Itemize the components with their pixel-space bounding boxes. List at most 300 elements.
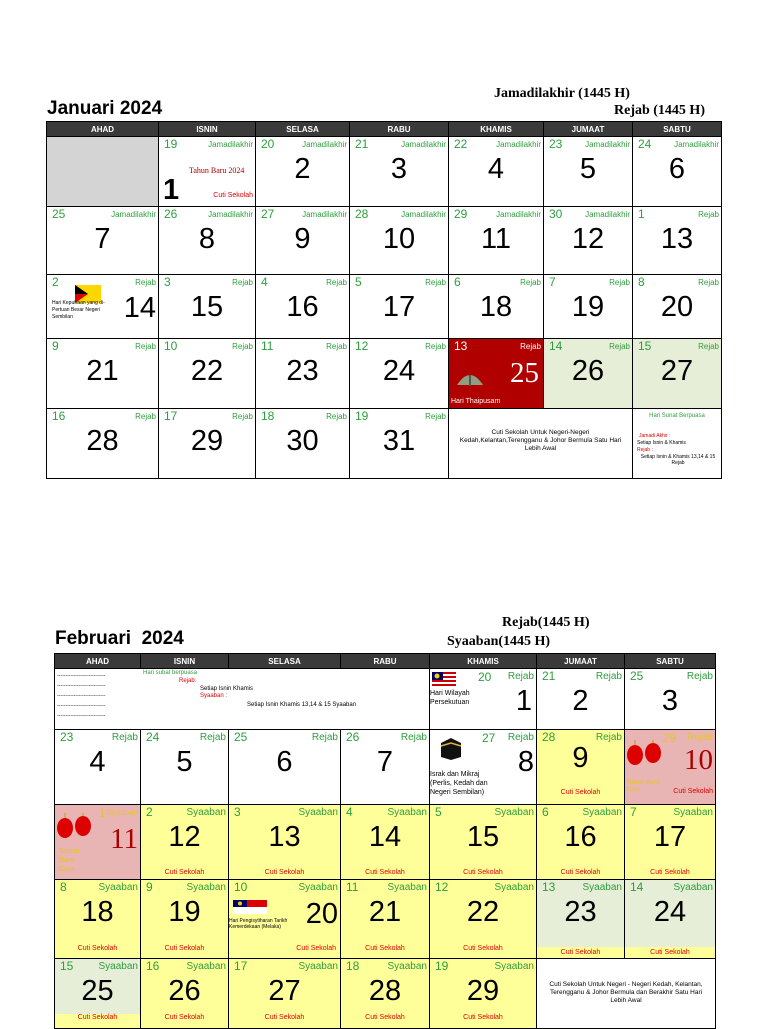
hijri-month: Jamadilakhir bbox=[674, 140, 719, 149]
hijri-day: 19 bbox=[164, 137, 178, 151]
day-cell[interactable] bbox=[141, 959, 229, 1029]
weekday: AHAD bbox=[47, 122, 159, 137]
hijri-day: 29 bbox=[663, 731, 677, 745]
school-holiday-label: Cuti Sekolah bbox=[55, 1014, 140, 1028]
hijri-day: 7 bbox=[630, 805, 637, 819]
weekday: SELASA bbox=[256, 122, 350, 137]
hijri-day: 26 bbox=[164, 207, 178, 221]
day-cell[interactable] bbox=[350, 137, 449, 207]
school-holiday-label: Cuti Sekolah bbox=[560, 789, 601, 796]
gregorian-day: 13 bbox=[660, 223, 694, 255]
hijri-day: 9 bbox=[52, 339, 59, 353]
day-cell[interactable] bbox=[159, 339, 256, 409]
hijri-month: Rejab bbox=[135, 412, 156, 421]
jan-puasa-cell bbox=[633, 409, 722, 479]
puasa-jam-text: Setiap Isnin & Khamis bbox=[637, 440, 686, 446]
hijri-day: 18 bbox=[346, 959, 360, 973]
jan-note: Cuti Sekolah Untuk Negeri-Negeri Kedah,Kelantan,Terengganu & Johor Bermula Satu Hari Lebih Awal bbox=[459, 429, 622, 452]
dash-line: ----------------------------- bbox=[57, 673, 106, 679]
hijri-month: Rejab bbox=[595, 732, 622, 743]
gregorian-day: 6 bbox=[276, 746, 293, 778]
hijri-month: Jamadilakhir bbox=[585, 140, 630, 149]
hijri-month: Rejab bbox=[135, 278, 156, 287]
malaysia-flag-icon bbox=[432, 672, 456, 686]
hijri-day: 12 bbox=[355, 339, 369, 353]
hijri-day: 16 bbox=[52, 409, 66, 423]
day-cell[interactable] bbox=[341, 730, 430, 805]
hijri-month: Rejab bbox=[425, 342, 446, 351]
hijri-month: Syaaban bbox=[582, 807, 622, 818]
gregorian-day: 1 bbox=[515, 685, 532, 717]
hijri-month: Rejab bbox=[326, 412, 347, 421]
hijri-day: 20 bbox=[478, 670, 492, 684]
hijri-month: Syaaban bbox=[387, 807, 427, 818]
day-cell-cny[interactable] bbox=[55, 805, 141, 880]
gregorian-day: 22 bbox=[466, 896, 500, 928]
gregorian-day: 12 bbox=[168, 821, 201, 853]
hijri-month: Rejab bbox=[425, 412, 446, 421]
day-cell[interactable] bbox=[47, 275, 159, 339]
lantern-icon bbox=[55, 813, 95, 843]
hijri-month: Rejab bbox=[326, 278, 347, 287]
day-cell-cny[interactable] bbox=[625, 730, 716, 805]
holiday-label: Hari Wilayah Persekutuan bbox=[430, 690, 470, 706]
day-cell[interactable] bbox=[625, 805, 716, 880]
hijri-month: Rejab bbox=[199, 732, 226, 743]
puasa-rej-label: Rejab : bbox=[637, 447, 653, 453]
hijri-day: 27 bbox=[482, 731, 496, 745]
jan-hijri-2: Rejab (1445 H) bbox=[614, 103, 705, 118]
day-cell[interactable] bbox=[350, 207, 449, 275]
day-cell[interactable] bbox=[633, 275, 722, 339]
hijri-month: Jamadilakhir bbox=[585, 210, 630, 219]
hijri-day: 1 bbox=[99, 806, 106, 820]
hijri-day: 1 bbox=[638, 207, 645, 221]
day-cell-thaipusam[interactable] bbox=[449, 339, 544, 409]
day-cell[interactable] bbox=[159, 207, 256, 275]
hijri-day: 7 bbox=[549, 275, 556, 289]
weekday: AHAD bbox=[55, 654, 141, 669]
holiday-label: Tahun Baru Cina bbox=[627, 780, 660, 793]
hijri-day: 3 bbox=[164, 275, 171, 289]
gregorian-day: 26 bbox=[571, 355, 605, 387]
day-cell[interactable] bbox=[341, 959, 430, 1029]
gregorian-day: 1 bbox=[163, 174, 180, 206]
weekday: JUMAAT bbox=[537, 654, 625, 669]
gregorian-day: 2 bbox=[572, 685, 589, 717]
day-cell[interactable] bbox=[256, 339, 350, 409]
hijri-day: 14 bbox=[630, 880, 644, 894]
weekday: SABTU bbox=[633, 122, 722, 137]
hijri-month: Syaaban bbox=[673, 882, 713, 893]
gregorian-day: 6 bbox=[668, 153, 686, 185]
weekday: ISNIN bbox=[159, 122, 256, 137]
kavadi-icon bbox=[455, 369, 485, 387]
gregorian-day: 23 bbox=[286, 355, 319, 387]
day-cell[interactable] bbox=[633, 137, 722, 207]
jan-title: Januari 2024 bbox=[47, 98, 163, 119]
gregorian-day: 21 bbox=[86, 355, 119, 387]
hijri-day: 25 bbox=[52, 207, 66, 221]
day-cell[interactable] bbox=[159, 137, 256, 207]
feb-hijri-1: Rejab(1445 H) bbox=[502, 615, 590, 630]
lantern-icon bbox=[625, 740, 665, 770]
day-cell[interactable] bbox=[47, 339, 159, 409]
hijri-month: Syaaban bbox=[186, 807, 226, 818]
dash-line: ----------------------------- bbox=[57, 703, 106, 709]
hijri-day: 21 bbox=[355, 137, 369, 151]
hijri-day: 2 bbox=[52, 275, 59, 289]
feb-note: Cuti Sekolah Untuk Negeri - Negeri Kedah, Kelantan, Terengganu & Johor Bermula dan Berakhir Satu Hari Lebih Awal bbox=[549, 981, 703, 1004]
hijri-day: 27 bbox=[261, 207, 275, 221]
hijri-month: Rejab bbox=[520, 278, 541, 287]
hijri-month: Rejab bbox=[595, 671, 622, 682]
gregorian-day: 10 bbox=[684, 744, 713, 776]
school-holiday-label: Cuti Sekolah bbox=[164, 945, 205, 952]
day-cell[interactable] bbox=[350, 409, 449, 479]
day-cell[interactable] bbox=[625, 669, 716, 730]
feb-weekday-header bbox=[55, 654, 716, 669]
hijri-day: 4 bbox=[346, 805, 353, 819]
gregorian-day: 19 bbox=[571, 291, 605, 323]
hijri-day: 13 bbox=[454, 339, 468, 353]
hijri-day: 28 bbox=[355, 207, 369, 221]
hijri-day: 30 bbox=[549, 207, 563, 221]
school-holiday-label: Cuti Sekolah bbox=[296, 945, 336, 952]
gregorian-day: 21 bbox=[368, 896, 402, 928]
day-cell[interactable] bbox=[544, 339, 633, 409]
hijri-month: Rejab bbox=[686, 671, 713, 682]
day-cell[interactable] bbox=[229, 805, 341, 880]
day-cell[interactable] bbox=[633, 207, 722, 275]
gregorian-day: 7 bbox=[94, 223, 111, 255]
day-cell[interactable] bbox=[55, 959, 141, 1029]
gregorian-day: 10 bbox=[382, 223, 416, 255]
hijri-day: 24 bbox=[638, 137, 652, 151]
hijri-day: 22 bbox=[454, 137, 468, 151]
gregorian-day: 18 bbox=[81, 896, 114, 928]
hijri-day: 5 bbox=[355, 275, 362, 289]
kaaba-icon bbox=[438, 736, 464, 760]
hijri-month: Syaaban bbox=[494, 882, 534, 893]
gregorian-day: 29 bbox=[190, 425, 224, 457]
hijri-month: Rejab bbox=[698, 278, 719, 287]
hijri-day: 19 bbox=[435, 959, 449, 973]
day-cell[interactable] bbox=[350, 339, 449, 409]
hijri-day: 16 bbox=[146, 959, 160, 973]
puasa-syaaban-label: Syaaban : bbox=[200, 693, 228, 699]
gregorian-day: 27 bbox=[268, 975, 301, 1007]
gregorian-day: 4 bbox=[89, 746, 106, 778]
day-cell[interactable] bbox=[430, 805, 537, 880]
hijri-month: Jamadilakhir bbox=[401, 210, 446, 219]
gregorian-day: 3 bbox=[390, 153, 408, 185]
hijri-month: Syaaban bbox=[106, 808, 138, 817]
weekday: SELASA bbox=[229, 654, 341, 669]
gregorian-day: 11 bbox=[110, 823, 138, 855]
day-cell[interactable] bbox=[537, 880, 625, 959]
hijri-day: 18 bbox=[261, 409, 275, 423]
gregorian-day: 14 bbox=[123, 292, 156, 324]
puasa-jam-label: Jamadi Akhir : bbox=[639, 433, 671, 439]
weekday: SABTU bbox=[625, 654, 716, 669]
hijri-month: Rejab bbox=[520, 342, 541, 351]
gregorian-day: 20 bbox=[660, 291, 694, 323]
hijri-month: Jamadilakhir bbox=[111, 210, 156, 219]
hijri-month: Syaaban bbox=[673, 807, 713, 818]
day-cell[interactable] bbox=[430, 959, 537, 1029]
day-cell[interactable] bbox=[341, 805, 430, 880]
gregorian-day: 13 bbox=[268, 821, 301, 853]
puasa-syaaban-text: Setiap Isnin Khamis 13,14 & 15 Syaaban bbox=[247, 702, 357, 708]
gregorian-day: 17 bbox=[653, 821, 687, 853]
hijri-day: 11 bbox=[261, 339, 274, 353]
feb-puasa-cell bbox=[55, 669, 430, 730]
gregorian-day: 3 bbox=[661, 685, 679, 717]
holiday-label: Tahun Baru Cina bbox=[59, 848, 80, 873]
day-cell[interactable] bbox=[430, 730, 537, 805]
day-cell[interactable] bbox=[55, 880, 141, 959]
gregorian-day: 15 bbox=[466, 821, 500, 853]
hijri-day: 23 bbox=[549, 137, 563, 151]
weekday: RABU bbox=[350, 122, 449, 137]
day-cell[interactable] bbox=[449, 207, 544, 275]
hijri-day: 17 bbox=[234, 959, 248, 973]
day-cell[interactable] bbox=[350, 275, 449, 339]
hijri-day: 14 bbox=[549, 339, 563, 353]
hijri-month: Jamadilakhir bbox=[302, 140, 347, 149]
holiday-label: Hari Thaipusam bbox=[451, 398, 501, 405]
gregorian-day: 4 bbox=[487, 153, 505, 185]
feb-calendar bbox=[54, 653, 716, 1029]
day-cell[interactable] bbox=[47, 207, 159, 275]
day-cell[interactable] bbox=[633, 339, 722, 409]
hijri-day: 8 bbox=[638, 275, 645, 289]
jan-weekday-header bbox=[47, 122, 722, 137]
school-holiday-label: Cuti Sekolah bbox=[164, 1014, 205, 1021]
puasa-rejab-label: Rejab: bbox=[179, 678, 197, 684]
day-cell[interactable] bbox=[256, 207, 350, 275]
feb-title: Februari 2024 bbox=[55, 628, 184, 649]
hijri-month: Syaaban bbox=[98, 961, 138, 972]
puasa-rej-text: Setiap Isnin & Khamis 13,14 & 15 Rejab bbox=[640, 454, 716, 466]
hijri-month: Rejab bbox=[507, 732, 534, 743]
gregorian-day: 25 bbox=[81, 975, 114, 1007]
hijri-day: 11 bbox=[346, 880, 359, 894]
school-holiday-label: Cuti Sekolah bbox=[365, 1014, 405, 1021]
hijri-day: 2 bbox=[146, 805, 153, 819]
jan-calendar bbox=[46, 121, 722, 479]
hijri-month: Jamadilakhir bbox=[208, 210, 253, 219]
school-holiday-label: Cuti Sekolah bbox=[463, 1014, 503, 1021]
day-cell[interactable] bbox=[430, 880, 537, 959]
hijri-day: 23 bbox=[60, 730, 74, 744]
day-cell[interactable] bbox=[159, 409, 256, 479]
gregorian-day: 30 bbox=[286, 425, 319, 457]
hijri-day: 28 bbox=[542, 730, 556, 744]
dash-line: ----------------------------- bbox=[57, 683, 106, 689]
dash-line: ----------------------------- bbox=[57, 713, 106, 719]
melaka-flag-icon bbox=[233, 900, 267, 914]
hijri-month: Syaaban bbox=[98, 882, 138, 893]
hijri-month: Syaaban bbox=[298, 961, 338, 972]
school-holiday-label: Cuti Sekolah bbox=[213, 192, 253, 199]
puasa-rejab-text: Setiap Isnin Khamis bbox=[200, 686, 254, 692]
weekday: KHAMIS bbox=[430, 654, 537, 669]
gregorian-day: 16 bbox=[286, 291, 319, 323]
day-cell[interactable] bbox=[544, 137, 633, 207]
school-holiday-label: Cuti Sekolah bbox=[463, 869, 503, 876]
weekday: KHAMIS bbox=[449, 122, 544, 137]
school-holiday-label: Cuti Sekolah bbox=[264, 869, 305, 876]
hijri-month: Rejab bbox=[232, 342, 253, 351]
hijri-day: 15 bbox=[60, 959, 74, 973]
holiday-label: Israk dan Mikraj (Perlis, Kedah dan Negeri Sembilan) bbox=[430, 771, 488, 796]
feb-note-cell bbox=[537, 959, 716, 1029]
gregorian-day: 11 bbox=[480, 223, 512, 255]
hijri-day: 8 bbox=[60, 880, 67, 894]
day-cell[interactable] bbox=[341, 880, 430, 959]
gregorian-day: 24 bbox=[382, 355, 416, 387]
day-cell[interactable] bbox=[625, 880, 716, 959]
day-cell[interactable] bbox=[537, 669, 625, 730]
puasa-title: Hari Sunat Berpuasa bbox=[649, 413, 705, 419]
hijri-month: Rejab bbox=[609, 342, 630, 351]
hijri-month: Jamadilakhir bbox=[302, 210, 347, 219]
gregorian-day: 9 bbox=[572, 742, 589, 774]
dash-line: ----------------------------- bbox=[57, 693, 106, 699]
hijri-month: Rejab bbox=[698, 342, 719, 351]
gregorian-day: 26 bbox=[168, 975, 201, 1007]
school-holiday-label: Cuti Sekolah bbox=[264, 1014, 305, 1021]
hijri-month: Syaaban bbox=[582, 882, 622, 893]
hijri-day: 15 bbox=[638, 339, 652, 353]
weekday: RABU bbox=[341, 654, 430, 669]
hijri-day: 9 bbox=[146, 880, 153, 894]
day-cell[interactable] bbox=[544, 207, 633, 275]
day-cell[interactable] bbox=[55, 730, 141, 805]
day-cell[interactable] bbox=[256, 137, 350, 207]
gregorian-day: 12 bbox=[571, 223, 605, 255]
hijri-month: Syaaban bbox=[494, 807, 534, 818]
hijri-day: 17 bbox=[164, 409, 178, 423]
gregorian-day: 28 bbox=[86, 425, 119, 457]
gregorian-day: 17 bbox=[382, 291, 416, 323]
day-cell[interactable] bbox=[256, 275, 350, 339]
hijri-month: Rejab bbox=[232, 412, 253, 421]
hijri-day: 4 bbox=[261, 275, 268, 289]
hijri-month: Rejab bbox=[311, 732, 338, 743]
day-cell[interactable] bbox=[159, 275, 256, 339]
feb-hijri-2: Syaaban(1445 H) bbox=[447, 634, 551, 649]
day-cell[interactable] bbox=[449, 275, 544, 339]
day-cell[interactable] bbox=[229, 880, 341, 959]
gregorian-day: 31 bbox=[382, 425, 416, 457]
school-holiday-label: Cuti Sekolah bbox=[365, 945, 405, 952]
hijri-month: Rejab bbox=[232, 278, 253, 287]
gregorian-day: 5 bbox=[579, 153, 597, 185]
holiday-label: Hari Pengisytiharan Tarikh Kemerdekaan (Melaka) bbox=[229, 918, 288, 930]
hijri-month: Syaaban bbox=[494, 961, 534, 972]
gregorian-day: 16 bbox=[564, 821, 597, 853]
gregorian-day: 24 bbox=[653, 896, 687, 928]
hijri-day: 26 bbox=[346, 730, 360, 744]
hijri-month: Rejab bbox=[425, 278, 446, 287]
school-holiday-label: Cuti Sekolah bbox=[537, 947, 624, 958]
hijri-day: 6 bbox=[542, 805, 549, 819]
school-holiday-label: Cuti Sekolah bbox=[164, 869, 205, 876]
gregorian-day: 7 bbox=[376, 746, 394, 778]
gregorian-day: 8 bbox=[198, 223, 216, 255]
hijri-month: Jamadilakhir bbox=[208, 140, 253, 149]
school-holiday-label: Cuti Sekolah bbox=[463, 945, 503, 952]
gregorian-day: 22 bbox=[190, 355, 224, 387]
day-cell[interactable] bbox=[229, 959, 341, 1029]
day-cell[interactable] bbox=[141, 805, 229, 880]
gregorian-day: 2 bbox=[294, 153, 311, 185]
school-holiday-label: Cuti Sekolah bbox=[77, 945, 118, 952]
day-cell[interactable] bbox=[449, 137, 544, 207]
hijri-day: 6 bbox=[454, 275, 461, 289]
weekday: ISNIN bbox=[141, 654, 229, 669]
hijri-month: Rejab bbox=[135, 342, 156, 351]
school-holiday-label: Cuti Sekolah bbox=[365, 869, 405, 876]
holiday-label: Hari Keputraan yang di-Pertuan Besar Negeri Sembilan bbox=[52, 300, 105, 320]
hijri-day: 24 bbox=[146, 730, 160, 744]
weekday: JUMAAT bbox=[544, 122, 633, 137]
gregorian-day: 25 bbox=[510, 357, 539, 389]
school-holiday-label: Cuti Sekolah bbox=[650, 869, 690, 876]
hijri-day: 12 bbox=[435, 880, 449, 894]
day-cell[interactable] bbox=[537, 730, 625, 805]
hijri-month: Syaaban bbox=[298, 882, 338, 893]
hijri-month: Jamadilakhir bbox=[401, 140, 446, 149]
hijri-month: Rejab bbox=[686, 732, 713, 743]
gregorian-day: 19 bbox=[168, 896, 201, 928]
day-cell[interactable] bbox=[141, 730, 229, 805]
hijri-day: 5 bbox=[435, 805, 442, 819]
gregorian-day: 18 bbox=[479, 291, 513, 323]
hijri-month: Syaaban bbox=[298, 807, 338, 818]
hijri-month: Syaaban bbox=[387, 882, 427, 893]
gregorian-day: 14 bbox=[368, 821, 402, 853]
hijri-month: Rejab bbox=[111, 732, 138, 743]
gregorian-day: 20 bbox=[305, 898, 338, 930]
hijri-day: 10 bbox=[164, 339, 178, 353]
hijri-month: Jamadilakhir bbox=[496, 140, 541, 149]
gregorian-day: 8 bbox=[517, 746, 534, 778]
day-cell[interactable] bbox=[430, 669, 537, 730]
hijri-day: 25 bbox=[234, 730, 248, 744]
day-cell[interactable] bbox=[47, 409, 159, 479]
day-cell[interactable] bbox=[229, 730, 341, 805]
hijri-day: 13 bbox=[542, 880, 556, 894]
gregorian-day: 23 bbox=[564, 896, 597, 928]
day-cell[interactable] bbox=[256, 409, 350, 479]
hijri-day: 19 bbox=[355, 409, 369, 423]
jan-hijri-1: Jamadilakhir (1445 H) bbox=[494, 86, 630, 101]
school-holiday-label: Cuti Sekolah bbox=[560, 869, 601, 876]
school-holiday-label: Cuti Sekolah bbox=[673, 788, 713, 795]
day-cell[interactable] bbox=[544, 275, 633, 339]
hijri-month: Syaaban bbox=[186, 882, 226, 893]
day-cell[interactable] bbox=[537, 805, 625, 880]
hijri-month: Jamadilakhir bbox=[496, 210, 541, 219]
hijri-day: 25 bbox=[630, 669, 644, 683]
day-cell[interactable] bbox=[141, 880, 229, 959]
holiday-label: Tahun Baru 2024 bbox=[189, 166, 245, 175]
hijri-day: 20 bbox=[261, 137, 275, 151]
